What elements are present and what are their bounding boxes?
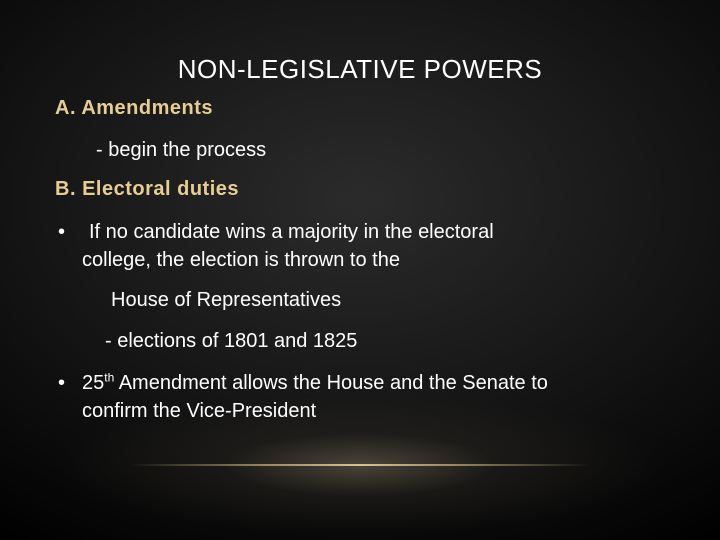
ordinal-number: 25	[82, 372, 105, 394]
bullet-1-symbol: •	[58, 221, 66, 243]
bullet-2-line-1-text: Amendment allows the House and the Senate to	[114, 372, 548, 394]
bullet-2-line-2: confirm the Vice-President	[82, 400, 317, 422]
decorative-glow-line	[130, 464, 590, 466]
section-a-title: Amendments	[81, 97, 214, 119]
section-a-point: - begin the process	[96, 139, 267, 161]
ordinal-suffix: th	[104, 370, 115, 385]
section-a-marker: A.	[55, 97, 76, 119]
section-a-heading	[55, 94, 213, 122]
bullet-1-note: - elections of 1801 and 1825	[105, 330, 358, 352]
bullet-1-line-1: If no candidate wins a majority in the electoral	[89, 221, 494, 243]
slide-title: NON-LEGISLATIVE POWERS	[177, 54, 543, 84]
bullet-2-symbol: •	[58, 372, 66, 394]
bullet-1-line-3: House of Representatives	[111, 289, 342, 311]
bullet-2-line-1	[82, 369, 548, 397]
bullet-1-line-2: college, the election is thrown to the	[82, 249, 400, 271]
section-b-title: Electoral duties	[82, 178, 239, 200]
section-b-heading	[55, 175, 239, 203]
section-b-marker: B.	[55, 178, 76, 200]
